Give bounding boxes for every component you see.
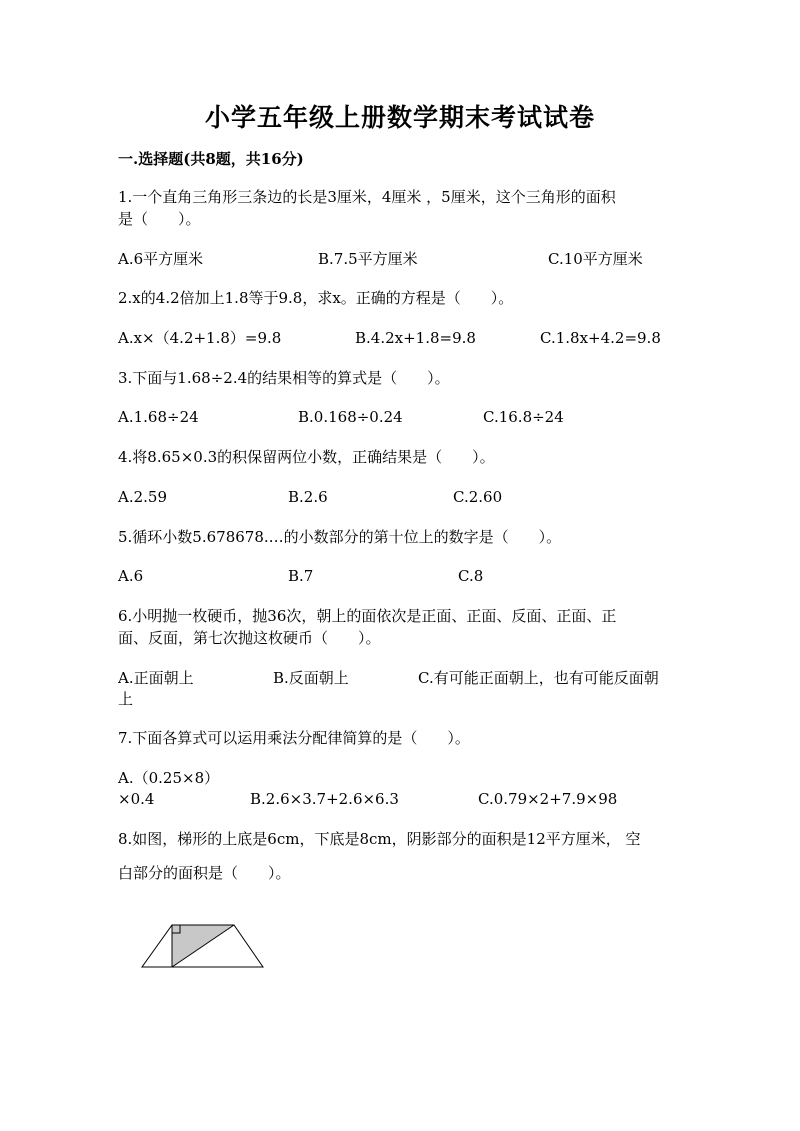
trapezoid-figure bbox=[138, 922, 268, 972]
question-8-text-cont: 白部分的面积是（ ）。 bbox=[118, 864, 291, 882]
question-5-option-b: B.7 bbox=[288, 567, 314, 585]
question-7-text: 7.下面各算式可以运用乘法分配律简算的是（ ）。 bbox=[118, 729, 470, 747]
question-5-option-c: C.8 bbox=[458, 567, 484, 585]
question-6-option-a: A.正面朝上 bbox=[118, 669, 194, 687]
question-2-option-a: A.x×（4.2+1.8）=9.8 bbox=[118, 329, 282, 347]
question-5-text: 5.循环小数5.678678.…的小数部分的第十位上的数字是（ ）。 bbox=[118, 528, 562, 546]
question-6-option-c: C.有可能正面朝上，也有可能反面朝 bbox=[418, 669, 659, 687]
section-heading: 一.选择题(共8题，共16分) bbox=[118, 150, 304, 168]
question-1-text-cont: 是（ ）。 bbox=[118, 210, 201, 228]
question-4-option-a: A.2.59 bbox=[118, 488, 167, 506]
question-6-text: 6.小明抛一枚硬币，抛36次，朝上的面依次是正面、正面、反面、正面、正 bbox=[118, 607, 617, 625]
question-2-option-b: B.4.2x+1.8=9.8 bbox=[355, 329, 476, 347]
question-2-text: 2.x的4.2倍加上1.8等于9.8，求x。正确的方程是（ ）。 bbox=[118, 289, 514, 307]
question-1-text: 1.一个直角三角形三条边的长是3厘米，4厘米 ，5厘米，这个三角形的面积 bbox=[118, 188, 616, 206]
question-7-option-a-cont: ×0.4 bbox=[118, 790, 155, 808]
question-1-option-b: B.7.5平方厘米 bbox=[318, 250, 418, 268]
question-8-text: 8.如图，梯形的上底是6cm，下底是8cm，阴影部分的面积是12平方厘米， 空 bbox=[118, 830, 641, 848]
question-7-option-c: C.0.79×2+7.9×98 bbox=[478, 790, 618, 808]
question-1-option-c: C.10平方厘米 bbox=[548, 250, 643, 268]
question-6-option-c-cont: 上 bbox=[118, 690, 134, 708]
question-6-option-b: B.反面朝上 bbox=[273, 669, 349, 687]
question-2-option-c: C.1.8x+4.2=9.8 bbox=[540, 329, 661, 347]
question-7-option-a: A.（0.25×8） bbox=[118, 769, 220, 787]
question-7-option-b: B.2.6×3.7+2.6×6.3 bbox=[250, 790, 399, 808]
question-4-option-c: C.2.60 bbox=[453, 488, 503, 506]
question-3-option-c: C.16.8÷24 bbox=[483, 408, 564, 426]
page-title: 小学五年级上册数学期末考试试卷 bbox=[204, 103, 595, 132]
question-4-text: 4.将8.65×0.3的积保留两位小数，正确结果是（ ）。 bbox=[118, 448, 495, 466]
question-3-option-b: B.0.168÷0.24 bbox=[298, 408, 403, 426]
question-6-text-cont: 面、反面，第七次抛这枚硬币（ ）。 bbox=[118, 629, 381, 647]
question-3-text: 3.下面与1.68÷2.4的结果相等的算式是（ ）。 bbox=[118, 369, 450, 387]
question-3-option-a: A.1.68÷24 bbox=[118, 408, 199, 426]
question-1-option-a: A.6平方厘米 bbox=[118, 250, 204, 268]
question-5-option-a: A.6 bbox=[118, 567, 144, 585]
question-4-option-b: B.2.6 bbox=[288, 488, 328, 506]
